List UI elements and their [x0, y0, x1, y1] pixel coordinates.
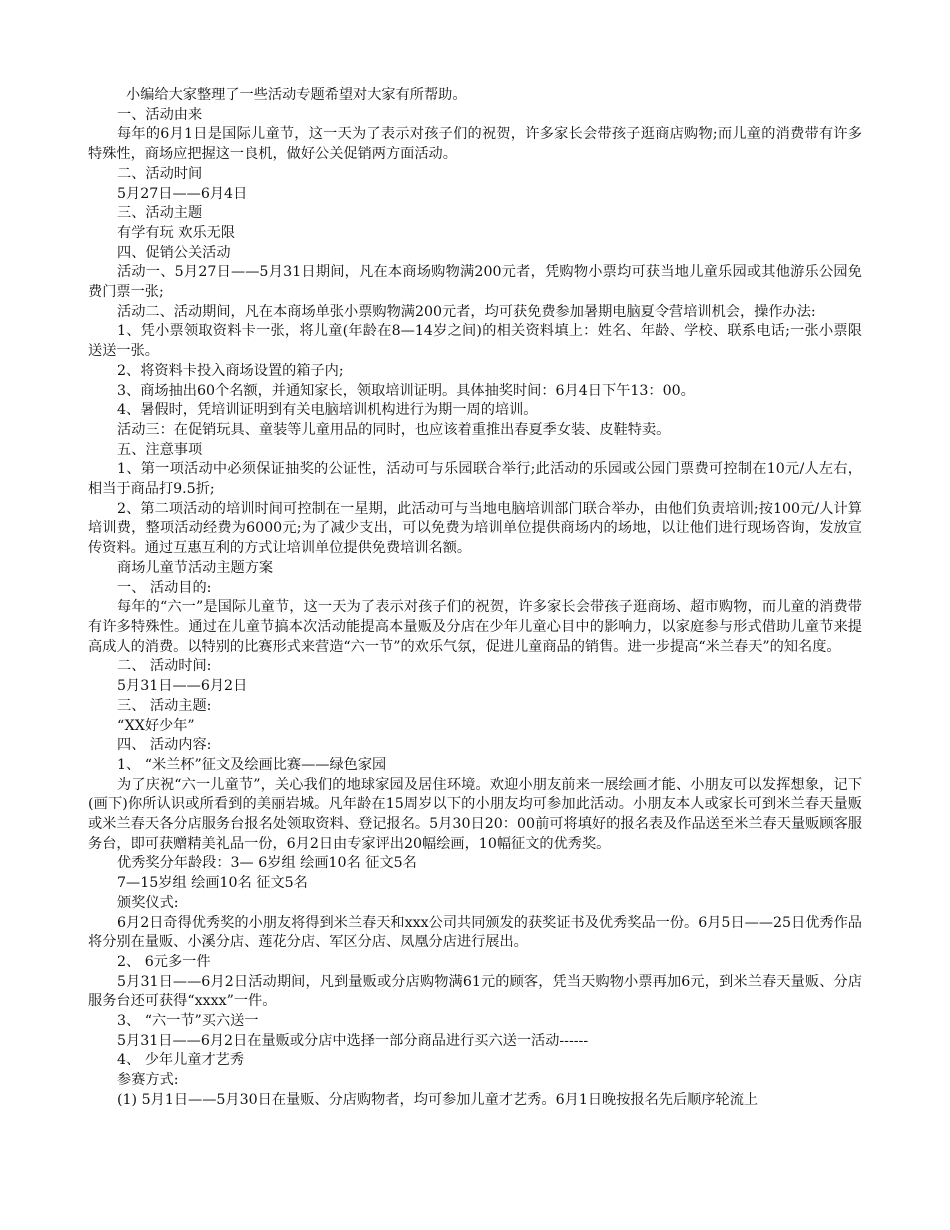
section-heading: 三、 活动主题:: [117, 697, 212, 714]
document-subtitle: 商场儿童节活动主题方案: [117, 559, 274, 576]
paragraph: 每年的6月1日是国际儿童节，这一天为了表示对孩子们的祝贺，许多家长会带孩子逛商店购物;而儿童的消费带有许多特殊性，商场应把握这一良机，做好公关促销两方面活动。: [88, 126, 862, 163]
section-heading: 一、活动由来: [117, 106, 203, 123]
paragraph: 活动一、5月27日——5月31日期间，凡在本商场购物满200元者，凭购物小票均可获当地儿童乐园或其他游乐公园免费门票一张;: [88, 264, 862, 301]
list-item: 1、凭小票领取资料卡一张，将儿童(年龄在8—14岁之间)的相关资料填上：姓名、年龄、学校、联系电话;一张小票限送送一张。: [88, 323, 862, 360]
paragraph: 参赛方式:: [117, 1072, 179, 1089]
document-body: [88, 86, 862, 1111]
list-item: 1、 “米兰杯”征文及绘画比赛——绿色家园: [117, 756, 387, 773]
paragraph: 5月31日——6月2日在量贩或分店中选择一部分商品进行买六送一活动------: [117, 1032, 589, 1049]
list-item: 1、第一项活动中必须保证抽奖的公证性，活动可与乐园联合举行;此活动的乐园或公园门票费可控制在10元/人左右，相当于商品打9.5折;: [88, 461, 862, 498]
paragraph: 活动二、活动期间，凡在本商场单张小票购物满200元者，均可获免费参加暑期电脑夏令营培训机会，操作办法:: [117, 303, 816, 320]
paragraph: 为了庆祝“六一儿童节”，关心我们的地球家园及居住环境。欢迎小朋友前来一展绘画才能、小朋友可以发挥想象，记下(画下)你所认识或所看到的美丽岩城。凡年龄在15周岁以下的小朋友均可参加此活动。小朋友本人或家长可到米兰春天量贩或米兰春天各分店服务台报名处领取资料、登记报名。5月30日20：00前可将填好的报名表及作品送至米兰春天量贩顾客服务台，即可获赠精美礼品一份，6月2日由专家评出20幅绘画，10幅征文的优秀奖。: [88, 776, 862, 852]
section-heading: 三、活动主题: [117, 205, 203, 222]
section-heading: 四、 活动内容:: [117, 737, 212, 754]
paragraph: 优秀奖分年龄段：3— 6岁组 绘画10名 征文5名: [117, 855, 417, 872]
paragraph: (1) 5月1日——5月30日在量贩、分店购物者，均可参加儿童才艺秀。6月1日晚按报名先后顺序轮流上: [117, 1091, 759, 1108]
paragraph: 5月27日——6月4日: [117, 185, 248, 202]
paragraph: 颁奖仪式:: [117, 894, 179, 911]
list-item: 3、 “六一节”买六送一: [117, 1013, 259, 1030]
paragraph: 活动三：在促销玩具、童装等儿童用品的同时，也应该着重推出春夏季女装、皮鞋特卖。: [117, 421, 671, 438]
list-item: 2、将资料卡投入商场设置的箱子内;: [117, 362, 344, 379]
section-heading: 二、活动时间: [117, 165, 203, 182]
paragraph: 每年的“六一”是国际儿童节，这一天为了表示对孩子们的祝贺，许多家长会带孩子逛商场、超市购物，而儿童的消费带有许多特殊性。通过在儿童节搞本次活动能提高本量贩及分店在少年儿童心目中的影响力，以家庭参与形式借助儿童节来提高成人的消费。以特别的比赛形式来营造“六一节”的欢乐气氛，促进儿童商品的销售。进一步提高“米兰春天”的知名度。: [88, 599, 862, 655]
paragraph: 7—15岁组 绘画10名 征文5名: [117, 875, 308, 892]
section-heading: 五、注意事项: [117, 441, 203, 458]
list-item: 4、 少年儿童才艺秀: [117, 1052, 245, 1069]
paragraph: 6月2日奇得优秀奖的小朋友将得到米兰春天和xxx公司共同颁发的获奖证书及优秀奖品一份。6月5日——25日优秀作品将分别在量贩、小溪分店、莲花分店、军区分店、凤凰分店进行展出。: [88, 914, 862, 951]
list-item: 2、第二项活动的培训时间可控制在一星期，此活动可与当地电脑培训部门联合举办，由他们负责培训;按100元/人计算培训费，整项活动经费为6000元;为了减少支出，可以免费为培训单位提供商场内的场地，以让他们进行现场咨询，发放宣传资料。通过互惠互利的方式让培训单位提供免费培训名额。: [88, 500, 862, 557]
paragraph: 5月31日——6月2日: [117, 678, 248, 695]
paragraph: 5月31日——6月2日活动期间，凡到量贩或分店购物满61元的顾客，凭当天购物小票再加6元，到米兰春天量贩、分店服务台还可获得“xxxx”一件。: [88, 973, 862, 1010]
paragraph: 有学有玩 欢乐无限: [117, 224, 236, 241]
list-item: 2、 6元多一件: [117, 953, 211, 970]
list-item: 4、暑假时，凭培训证明到有关电脑培训机构进行为期一周的培训。: [117, 402, 538, 419]
paragraph: “XX好少年”: [117, 717, 195, 734]
list-item: 3、商场抽出60个名额，并通知家长，领取培训证明。具体抽奖时间：6月4日下午13：00。: [117, 382, 695, 399]
section-heading: 二、 活动时间:: [117, 658, 212, 675]
section-heading: 一、 活动目的:: [117, 579, 212, 596]
paragraph: 小编给大家整理了一些活动专题希望对大家有所帮助。: [117, 87, 467, 103]
section-heading: 四、促销公关活动: [117, 244, 231, 261]
